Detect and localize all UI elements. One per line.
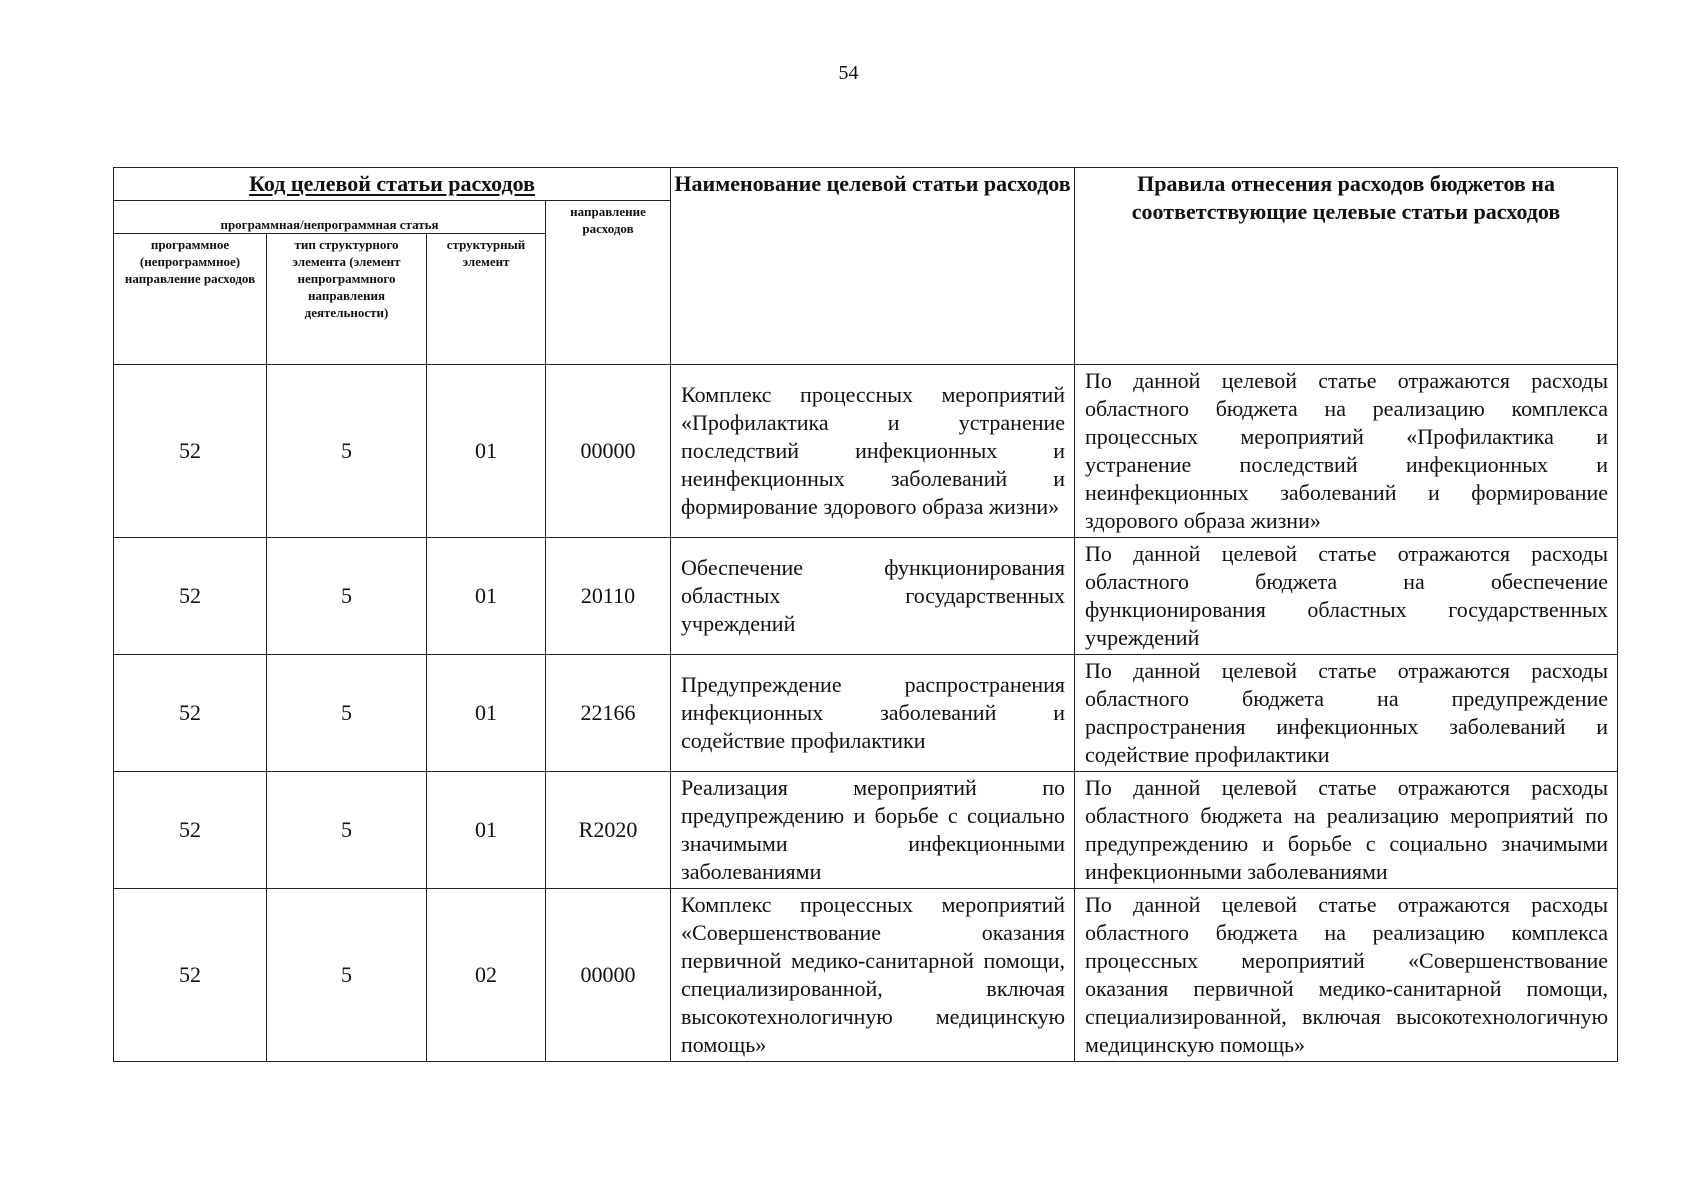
cell-element: 01 [427, 538, 546, 655]
cell-program: 52 [114, 655, 267, 772]
cell-direction: R2020 [546, 772, 671, 889]
cell-element: 01 [427, 655, 546, 772]
cell-program: 52 [114, 772, 267, 889]
cell-rule: По данной целевой статье отражаются расходы областного бюджета на обеспечение функционирования областных государственных учреждений [1075, 538, 1618, 655]
cell-rule: По данной целевой статье отражаются расходы областного бюджета на реализацию комплекса процессных мероприятий «Совершенствование оказания первичной медико-санитарной помощи, специализированной, включая высокотехнологичную медицинскую помощь» [1075, 889, 1618, 1062]
cell-type: 5 [267, 538, 427, 655]
table-row [114, 655, 1618, 772]
header-program-article: программная/непрограммная статья [114, 201, 546, 234]
header-code-group: Код целевой статьи расходов [114, 168, 671, 201]
cell-name: Комплекс процессных мероприятий «Профилактика и устранение последствий инфекционных и неинфекционных заболеваний и формирование здорового образа жизни» [671, 365, 1075, 538]
cell-rule: По данной целевой статье отражаются расходы областного бюджета на предупреждение распространения инфекционных заболеваний и содействие профилактики [1075, 655, 1618, 772]
table-row [114, 538, 1618, 655]
header-structural-element: структурный элемент [427, 234, 546, 365]
cell-element: 02 [427, 889, 546, 1062]
cell-type: 5 [267, 655, 427, 772]
table-row [114, 772, 1618, 889]
header-program-direction: программное (непрограммное) направление расходов [114, 234, 267, 365]
cell-program: 52 [114, 538, 267, 655]
target-expense-table [113, 167, 1618, 1062]
cell-name: Обеспечение функционирования областных государственных учреждений [671, 538, 1075, 655]
cell-type: 5 [267, 772, 427, 889]
cell-rule: По данной целевой статье отражаются расходы областного бюджета на реализацию мероприятий по предупреждению и борьбе с социально значимыми инфекционными заболеваниями [1075, 772, 1618, 889]
cell-element: 01 [427, 772, 546, 889]
cell-program: 52 [114, 365, 267, 538]
cell-name: Реализация мероприятий по предупреждению и борьбе с социально значимыми инфекционными заболеваниями [671, 772, 1075, 889]
cell-direction: 20110 [546, 538, 671, 655]
header-name: Наименование целевой статьи расходов [671, 168, 1075, 365]
cell-direction: 00000 [546, 889, 671, 1062]
cell-program: 52 [114, 889, 267, 1062]
page-number: 54 [838, 62, 859, 84]
header-rules: Правила отнесения расходов бюджетов на соответствующие целевые статьи расходов [1075, 168, 1618, 365]
header-expense-direction: направление расходов [546, 201, 671, 365]
table-row [114, 889, 1618, 1062]
cell-element: 01 [427, 365, 546, 538]
cell-name: Предупреждение распространения инфекционных заболеваний и содействие профилактики [671, 655, 1075, 772]
cell-direction: 00000 [546, 365, 671, 538]
header-row-1 [114, 168, 1618, 201]
table-row [114, 365, 1618, 538]
cell-type: 5 [267, 365, 427, 538]
header-structural-element-type: тип структурного элемента (элемент непрограммного направления деятельности) [267, 234, 427, 365]
cell-direction: 22166 [546, 655, 671, 772]
cell-rule: По данной целевой статье отражаются расходы областного бюджета на реализацию комплекса процессных мероприятий «Профилактика и устранение последствий инфекционных и неинфекционных заболеваний и формирование здорового образа жизни» [1075, 365, 1618, 538]
cell-name: Комплекс процессных мероприятий «Совершенствование оказания первичной медико-санитарной помощи, специализированной, включая высокотехнологичную медицинскую помощь» [671, 889, 1075, 1062]
cell-type: 5 [267, 889, 427, 1062]
